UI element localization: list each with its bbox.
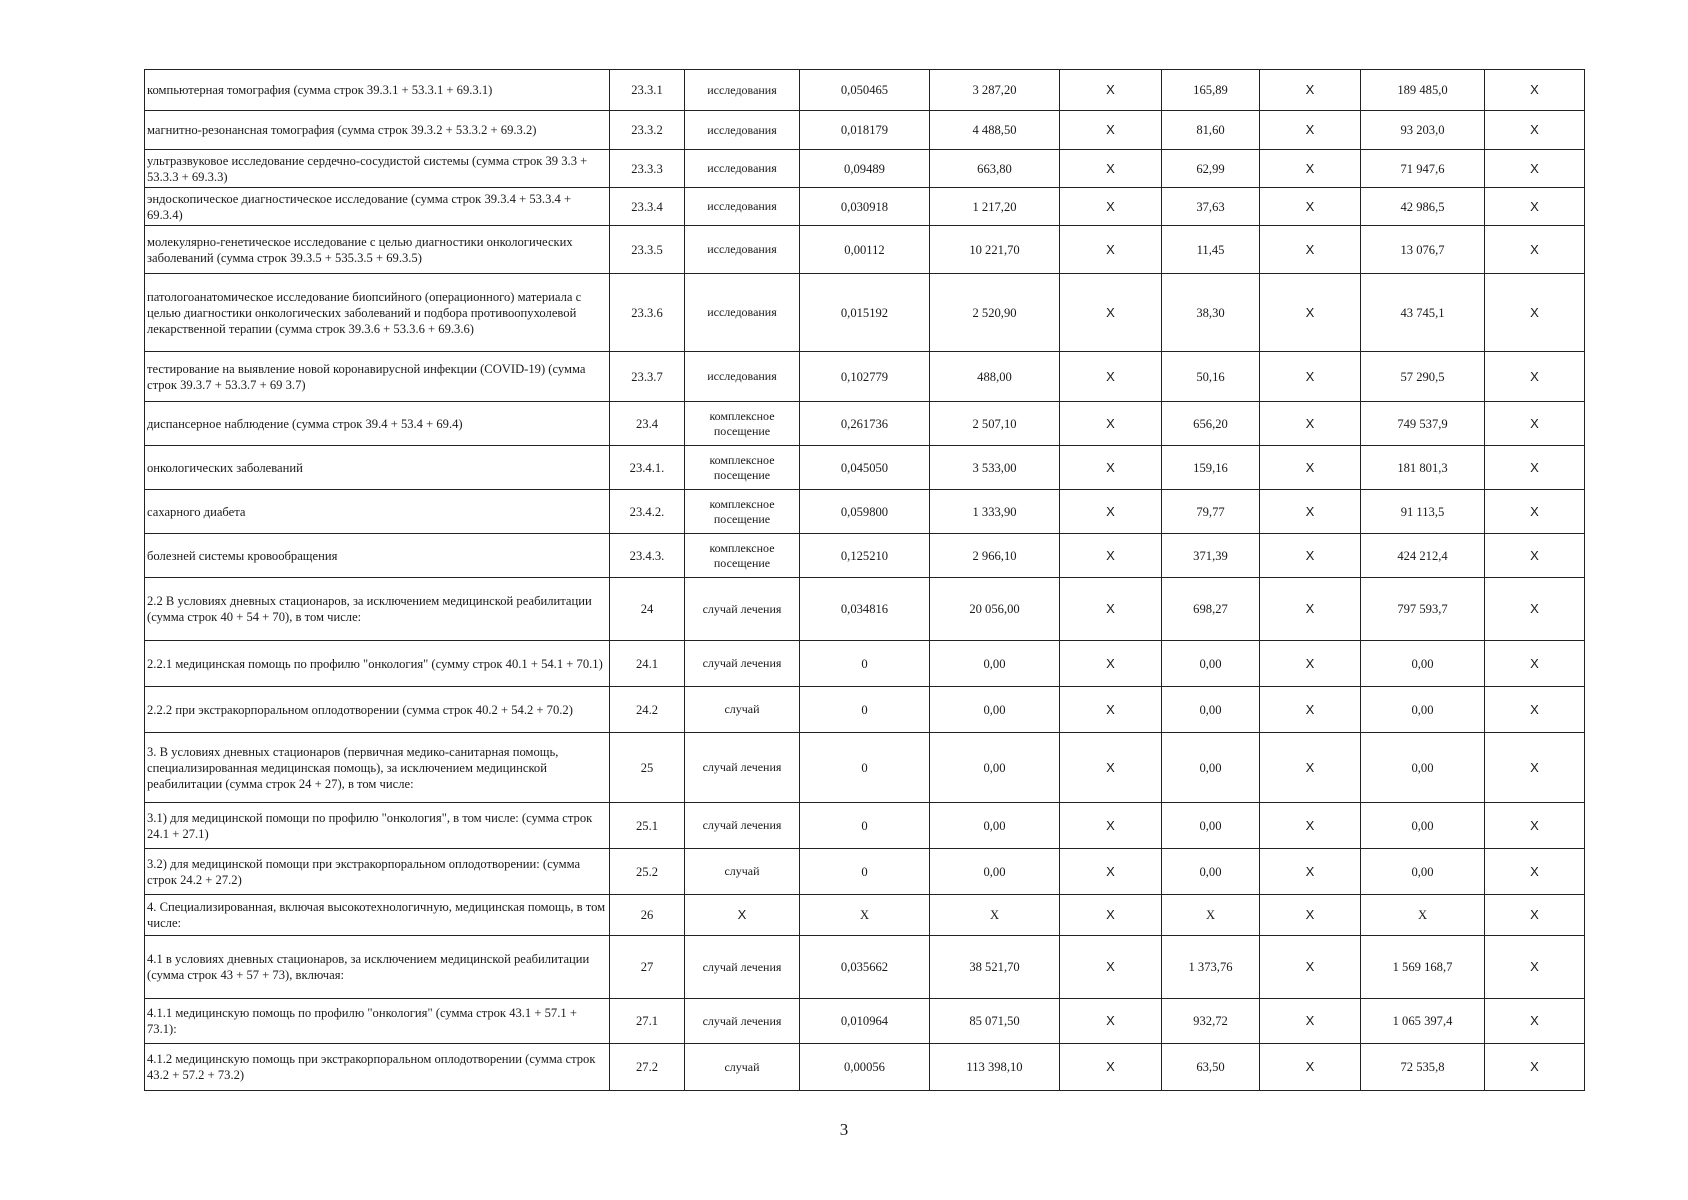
row-unit: случай лечения bbox=[685, 936, 800, 999]
row-line-number: 24 bbox=[610, 578, 685, 641]
row-cell-x: X bbox=[1485, 849, 1585, 895]
row-per-capita: 0,00 bbox=[1162, 733, 1260, 803]
row-per-capita: 81,60 bbox=[1162, 111, 1260, 150]
row-name: 2.2.1 медицинская помощь по профилю "онкология" (сумму строк 40.1 + 54.1 + 70.1) bbox=[145, 641, 610, 687]
row-unit: исследования bbox=[685, 226, 800, 274]
row-unit: случай лечения bbox=[685, 803, 800, 849]
row-volume-norm: 0,035662 bbox=[800, 936, 930, 999]
row-per-capita: X bbox=[1162, 895, 1260, 936]
row-unit-cost: 10 221,70 bbox=[930, 226, 1060, 274]
row-unit-cost: 3 533,00 bbox=[930, 446, 1060, 490]
row-total-cost: 43 745,1 bbox=[1361, 274, 1485, 352]
row-name: тестирование на выявление новой коронавирусной инфекции (COVID-19) (сумма строк 39.3.7 + 53.3.7 + 69 3.7) bbox=[145, 352, 610, 402]
row-volume-norm: X bbox=[800, 895, 930, 936]
row-cell-x: X bbox=[1260, 534, 1361, 578]
row-name: 2.2 В условиях дневных стационаров, за исключением медицинской реабилитации (сумма строк 40 + 54 + 70), в том числе: bbox=[145, 578, 610, 641]
row-cell-x: X bbox=[1485, 490, 1585, 534]
row-volume-norm: 0,00056 bbox=[800, 1044, 930, 1091]
row-unit-cost: 38 521,70 bbox=[930, 936, 1060, 999]
row-name: онкологических заболеваний bbox=[145, 446, 610, 490]
row-name: 4.1.2 медицинскую помощь при экстракорпоральном оплодотворении (сумма строк 43.2 + 57.2 + 73.2) bbox=[145, 1044, 610, 1091]
row-line-number: 23.3.5 bbox=[610, 226, 685, 274]
row-cell-x: X bbox=[1260, 70, 1361, 111]
row-total-cost: 1 065 397,4 bbox=[1361, 999, 1485, 1044]
row-total-cost: 0,00 bbox=[1361, 733, 1485, 803]
row-name: магнитно-резонансная томография (сумма строк 39.3.2 + 53.3.2 + 69.3.2) bbox=[145, 111, 610, 150]
row-unit: исследования bbox=[685, 274, 800, 352]
row-cell-x: X bbox=[1485, 111, 1585, 150]
row-total-cost: 13 076,7 bbox=[1361, 226, 1485, 274]
row-unit: X bbox=[685, 895, 800, 936]
row-volume-norm: 0,030918 bbox=[800, 188, 930, 226]
row-cell-x: X bbox=[1060, 936, 1162, 999]
row-volume-norm: 0,034816 bbox=[800, 578, 930, 641]
row-unit: случай лечения bbox=[685, 999, 800, 1044]
table-row bbox=[145, 70, 1585, 111]
row-cell-x: X bbox=[1060, 534, 1162, 578]
row-cell-x: X bbox=[1485, 936, 1585, 999]
row-total-cost: 0,00 bbox=[1361, 803, 1485, 849]
row-cell-x: X bbox=[1060, 895, 1162, 936]
row-cell-x: X bbox=[1260, 1044, 1361, 1091]
table-row bbox=[145, 274, 1585, 352]
row-volume-norm: 0 bbox=[800, 849, 930, 895]
row-cell-x: X bbox=[1260, 446, 1361, 490]
row-volume-norm: 0,00112 bbox=[800, 226, 930, 274]
table-row bbox=[145, 895, 1585, 936]
row-total-cost: 42 986,5 bbox=[1361, 188, 1485, 226]
row-cell-x: X bbox=[1485, 402, 1585, 446]
table-row bbox=[145, 188, 1585, 226]
row-cell-x: X bbox=[1060, 352, 1162, 402]
row-volume-norm: 0,015192 bbox=[800, 274, 930, 352]
row-volume-norm: 0,050465 bbox=[800, 70, 930, 111]
row-line-number: 25 bbox=[610, 733, 685, 803]
row-per-capita: 0,00 bbox=[1162, 849, 1260, 895]
row-cell-x: X bbox=[1485, 803, 1585, 849]
row-cell-x: X bbox=[1485, 1044, 1585, 1091]
row-unit-cost: 2 520,90 bbox=[930, 274, 1060, 352]
row-line-number: 23.3.7 bbox=[610, 352, 685, 402]
row-unit: случай лечения bbox=[685, 641, 800, 687]
table-row bbox=[145, 352, 1585, 402]
row-unit: исследования bbox=[685, 150, 800, 188]
row-unit-cost: 0,00 bbox=[930, 687, 1060, 733]
row-line-number: 25.2 bbox=[610, 849, 685, 895]
row-line-number: 27 bbox=[610, 936, 685, 999]
row-name: 4.1.1 медицинскую помощь по профилю "онкология" (сумма строк 43.1 + 57.1 + 73.1): bbox=[145, 999, 610, 1044]
row-per-capita: 932,72 bbox=[1162, 999, 1260, 1044]
row-total-cost: 749 537,9 bbox=[1361, 402, 1485, 446]
row-unit-cost: 113 398,10 bbox=[930, 1044, 1060, 1091]
row-cell-x: X bbox=[1485, 188, 1585, 226]
row-cell-x: X bbox=[1260, 274, 1361, 352]
row-line-number: 24.1 bbox=[610, 641, 685, 687]
row-cell-x: X bbox=[1260, 578, 1361, 641]
row-per-capita: 0,00 bbox=[1162, 803, 1260, 849]
table-row bbox=[145, 402, 1585, 446]
row-total-cost: 71 947,6 bbox=[1361, 150, 1485, 188]
row-line-number: 27.1 bbox=[610, 999, 685, 1044]
row-volume-norm: 0,09489 bbox=[800, 150, 930, 188]
row-cell-x: X bbox=[1060, 803, 1162, 849]
row-line-number: 23.3.3 bbox=[610, 150, 685, 188]
row-per-capita: 0,00 bbox=[1162, 687, 1260, 733]
row-total-cost: 797 593,7 bbox=[1361, 578, 1485, 641]
row-name: 2.2.2 при экстракорпоральном оплодотворении (сумма строк 40.2 + 54.2 + 70.2) bbox=[145, 687, 610, 733]
row-volume-norm: 0 bbox=[800, 733, 930, 803]
row-unit: исследования bbox=[685, 70, 800, 111]
table-row bbox=[145, 490, 1585, 534]
row-unit-cost: 2 507,10 bbox=[930, 402, 1060, 446]
row-per-capita: 37,63 bbox=[1162, 188, 1260, 226]
row-per-capita: 656,20 bbox=[1162, 402, 1260, 446]
row-name: 3. В условиях дневных стационаров (первичная медико-санитарная помощь, специализированная медицинская помощь), за исключением медицинской реабилитации (сумма строк 24 + 27), в том числе: bbox=[145, 733, 610, 803]
row-name: 3.1) для медицинской помощи по профилю "онкология", в том числе: (сумма строк 24.1 + 27.1) bbox=[145, 803, 610, 849]
row-per-capita: 63,50 bbox=[1162, 1044, 1260, 1091]
row-line-number: 27.2 bbox=[610, 1044, 685, 1091]
row-cell-x: X bbox=[1060, 641, 1162, 687]
row-line-number: 23.4.3. bbox=[610, 534, 685, 578]
table-row bbox=[145, 150, 1585, 188]
row-cell-x: X bbox=[1260, 936, 1361, 999]
row-volume-norm: 0,102779 bbox=[800, 352, 930, 402]
row-volume-norm: 0,059800 bbox=[800, 490, 930, 534]
row-name: диспансерное наблюдение (сумма строк 39.4 + 53.4 + 69.4) bbox=[145, 402, 610, 446]
row-cell-x: X bbox=[1485, 641, 1585, 687]
table-row bbox=[145, 849, 1585, 895]
row-total-cost: 0,00 bbox=[1361, 849, 1485, 895]
row-unit: случай bbox=[685, 849, 800, 895]
table-row bbox=[145, 641, 1585, 687]
row-unit: комплексное посещение bbox=[685, 402, 800, 446]
row-name: 4. Специализированная, включая высокотехнологичную, медицинская помощь, в том числе: bbox=[145, 895, 610, 936]
row-unit: случай bbox=[685, 687, 800, 733]
row-line-number: 23.4.1. bbox=[610, 446, 685, 490]
row-unit-cost: 0,00 bbox=[930, 803, 1060, 849]
row-cell-x: X bbox=[1260, 895, 1361, 936]
row-cell-x: X bbox=[1260, 150, 1361, 188]
row-unit-cost: 1 217,20 bbox=[930, 188, 1060, 226]
row-unit: исследования bbox=[685, 188, 800, 226]
row-unit-cost: 1 333,90 bbox=[930, 490, 1060, 534]
row-per-capita: 79,77 bbox=[1162, 490, 1260, 534]
row-per-capita: 371,39 bbox=[1162, 534, 1260, 578]
row-total-cost: 0,00 bbox=[1361, 687, 1485, 733]
row-cell-x: X bbox=[1060, 226, 1162, 274]
row-total-cost: 93 203,0 bbox=[1361, 111, 1485, 150]
row-cell-x: X bbox=[1260, 188, 1361, 226]
row-cell-x: X bbox=[1485, 446, 1585, 490]
row-unit: исследования bbox=[685, 352, 800, 402]
row-name: патологоанатомическое исследование биопсийного (операционного) материала с целью диагностики онкологических заболеваний и подбора противоопухолевой лекарственной терапии (сумма строк 39.3.6 + 53.3.6 + 69.3.6) bbox=[145, 274, 610, 352]
row-unit-cost: 488,00 bbox=[930, 352, 1060, 402]
row-unit-cost: 20 056,00 bbox=[930, 578, 1060, 641]
row-volume-norm: 0 bbox=[800, 641, 930, 687]
row-line-number: 23.3.1 bbox=[610, 70, 685, 111]
row-unit-cost: 2 966,10 bbox=[930, 534, 1060, 578]
row-cell-x: X bbox=[1060, 111, 1162, 150]
row-name: 4.1 в условиях дневных стационаров, за исключением медицинской реабилитации (сумма строк 43 + 57 + 73), включая: bbox=[145, 936, 610, 999]
row-cell-x: X bbox=[1060, 578, 1162, 641]
row-per-capita: 159,16 bbox=[1162, 446, 1260, 490]
row-cell-x: X bbox=[1485, 687, 1585, 733]
norms-table bbox=[144, 69, 1585, 1091]
row-cell-x: X bbox=[1060, 402, 1162, 446]
row-cell-x: X bbox=[1060, 849, 1162, 895]
row-cell-x: X bbox=[1260, 641, 1361, 687]
row-volume-norm: 0 bbox=[800, 803, 930, 849]
row-cell-x: X bbox=[1060, 1044, 1162, 1091]
table-row bbox=[145, 226, 1585, 274]
table-row bbox=[145, 1044, 1585, 1091]
row-per-capita: 11,45 bbox=[1162, 226, 1260, 274]
table-row bbox=[145, 446, 1585, 490]
row-cell-x: X bbox=[1260, 226, 1361, 274]
row-cell-x: X bbox=[1060, 733, 1162, 803]
row-total-cost: 1 569 168,7 bbox=[1361, 936, 1485, 999]
row-cell-x: X bbox=[1260, 402, 1361, 446]
row-total-cost: 0,00 bbox=[1361, 641, 1485, 687]
row-per-capita: 38,30 bbox=[1162, 274, 1260, 352]
row-line-number: 23.4 bbox=[610, 402, 685, 446]
row-volume-norm: 0,010964 bbox=[800, 999, 930, 1044]
row-line-number: 25.1 bbox=[610, 803, 685, 849]
row-cell-x: X bbox=[1260, 687, 1361, 733]
table-row bbox=[145, 578, 1585, 641]
row-unit-cost: 0,00 bbox=[930, 733, 1060, 803]
row-line-number: 23.3.4 bbox=[610, 188, 685, 226]
table-row bbox=[145, 936, 1585, 999]
row-total-cost: 189 485,0 bbox=[1361, 70, 1485, 111]
row-unit-cost: 0,00 bbox=[930, 641, 1060, 687]
table-row bbox=[145, 803, 1585, 849]
page-number: 3 bbox=[839, 1120, 849, 1139]
row-unit: исследования bbox=[685, 111, 800, 150]
row-cell-x: X bbox=[1260, 352, 1361, 402]
row-cell-x: X bbox=[1060, 687, 1162, 733]
row-cell-x: X bbox=[1060, 70, 1162, 111]
row-name: компьютерная томография (сумма строк 39.3.1 + 53.3.1 + 69.3.1) bbox=[145, 70, 610, 111]
row-cell-x: X bbox=[1485, 999, 1585, 1044]
row-line-number: 24.2 bbox=[610, 687, 685, 733]
row-total-cost: 424 212,4 bbox=[1361, 534, 1485, 578]
row-cell-x: X bbox=[1260, 999, 1361, 1044]
row-unit: комплексное посещение bbox=[685, 446, 800, 490]
row-cell-x: X bbox=[1260, 490, 1361, 534]
row-per-capita: 1 373,76 bbox=[1162, 936, 1260, 999]
row-cell-x: X bbox=[1485, 733, 1585, 803]
row-cell-x: X bbox=[1060, 999, 1162, 1044]
row-cell-x: X bbox=[1485, 895, 1585, 936]
row-volume-norm: 0,045050 bbox=[800, 446, 930, 490]
row-cell-x: X bbox=[1485, 226, 1585, 274]
row-total-cost: 91 113,5 bbox=[1361, 490, 1485, 534]
row-name: болезней системы кровообращения bbox=[145, 534, 610, 578]
row-unit-cost: 4 488,50 bbox=[930, 111, 1060, 150]
table-row bbox=[145, 534, 1585, 578]
table-row bbox=[145, 687, 1585, 733]
table-row bbox=[145, 733, 1585, 803]
row-cell-x: X bbox=[1260, 733, 1361, 803]
row-name: молекулярно-генетическое исследование с целью диагностики онкологических заболеваний (сумма строк 39.3.5 + 535.3.5 + 69.3.5) bbox=[145, 226, 610, 274]
row-unit-cost: 663,80 bbox=[930, 150, 1060, 188]
row-total-cost: 57 290,5 bbox=[1361, 352, 1485, 402]
row-unit: случай лечения bbox=[685, 578, 800, 641]
row-volume-norm: 0,018179 bbox=[800, 111, 930, 150]
row-volume-norm: 0,125210 bbox=[800, 534, 930, 578]
table-row bbox=[145, 999, 1585, 1044]
row-name: эндоскопическое диагностическое исследование (сумма строк 39.3.4 + 53.3.4 + 69.3.4) bbox=[145, 188, 610, 226]
row-cell-x: X bbox=[1060, 490, 1162, 534]
row-unit-cost: X bbox=[930, 895, 1060, 936]
row-total-cost: 72 535,8 bbox=[1361, 1044, 1485, 1091]
row-cell-x: X bbox=[1485, 352, 1585, 402]
row-volume-norm: 0,261736 bbox=[800, 402, 930, 446]
row-cell-x: X bbox=[1060, 274, 1162, 352]
row-per-capita: 698,27 bbox=[1162, 578, 1260, 641]
row-unit-cost: 85 071,50 bbox=[930, 999, 1060, 1044]
row-name: 3.2) для медицинской помощи при экстракорпоральном оплодотворении: (сумма строк 24.2 + 27.2) bbox=[145, 849, 610, 895]
row-cell-x: X bbox=[1060, 446, 1162, 490]
row-total-cost: 181 801,3 bbox=[1361, 446, 1485, 490]
row-cell-x: X bbox=[1485, 578, 1585, 641]
row-volume-norm: 0 bbox=[800, 687, 930, 733]
table-row bbox=[145, 111, 1585, 150]
row-unit: комплексное посещение bbox=[685, 534, 800, 578]
row-cell-x: X bbox=[1060, 188, 1162, 226]
row-cell-x: X bbox=[1260, 849, 1361, 895]
row-per-capita: 0,00 bbox=[1162, 641, 1260, 687]
row-line-number: 23.3.6 bbox=[610, 274, 685, 352]
row-unit: случай лечения bbox=[685, 733, 800, 803]
row-per-capita: 62,99 bbox=[1162, 150, 1260, 188]
row-cell-x: X bbox=[1260, 803, 1361, 849]
row-cell-x: X bbox=[1060, 150, 1162, 188]
row-name: сахарного диабета bbox=[145, 490, 610, 534]
table-body bbox=[145, 70, 1585, 1091]
row-cell-x: X bbox=[1485, 534, 1585, 578]
row-per-capita: 165,89 bbox=[1162, 70, 1260, 111]
row-line-number: 23.3.2 bbox=[610, 111, 685, 150]
row-line-number: 26 bbox=[610, 895, 685, 936]
row-cell-x: X bbox=[1485, 70, 1585, 111]
row-unit-cost: 0,00 bbox=[930, 849, 1060, 895]
row-cell-x: X bbox=[1485, 274, 1585, 352]
row-unit: комплексное посещение bbox=[685, 490, 800, 534]
row-cell-x: X bbox=[1485, 150, 1585, 188]
row-name: ультразвуковое исследование сердечно-сосудистой системы (сумма строк 39 3.3 + 53.3.3 + 69.3.3) bbox=[145, 150, 610, 188]
row-cell-x: X bbox=[1260, 111, 1361, 150]
row-total-cost: X bbox=[1361, 895, 1485, 936]
row-line-number: 23.4.2. bbox=[610, 490, 685, 534]
row-per-capita: 50,16 bbox=[1162, 352, 1260, 402]
row-unit: случай bbox=[685, 1044, 800, 1091]
row-unit-cost: 3 287,20 bbox=[930, 70, 1060, 111]
